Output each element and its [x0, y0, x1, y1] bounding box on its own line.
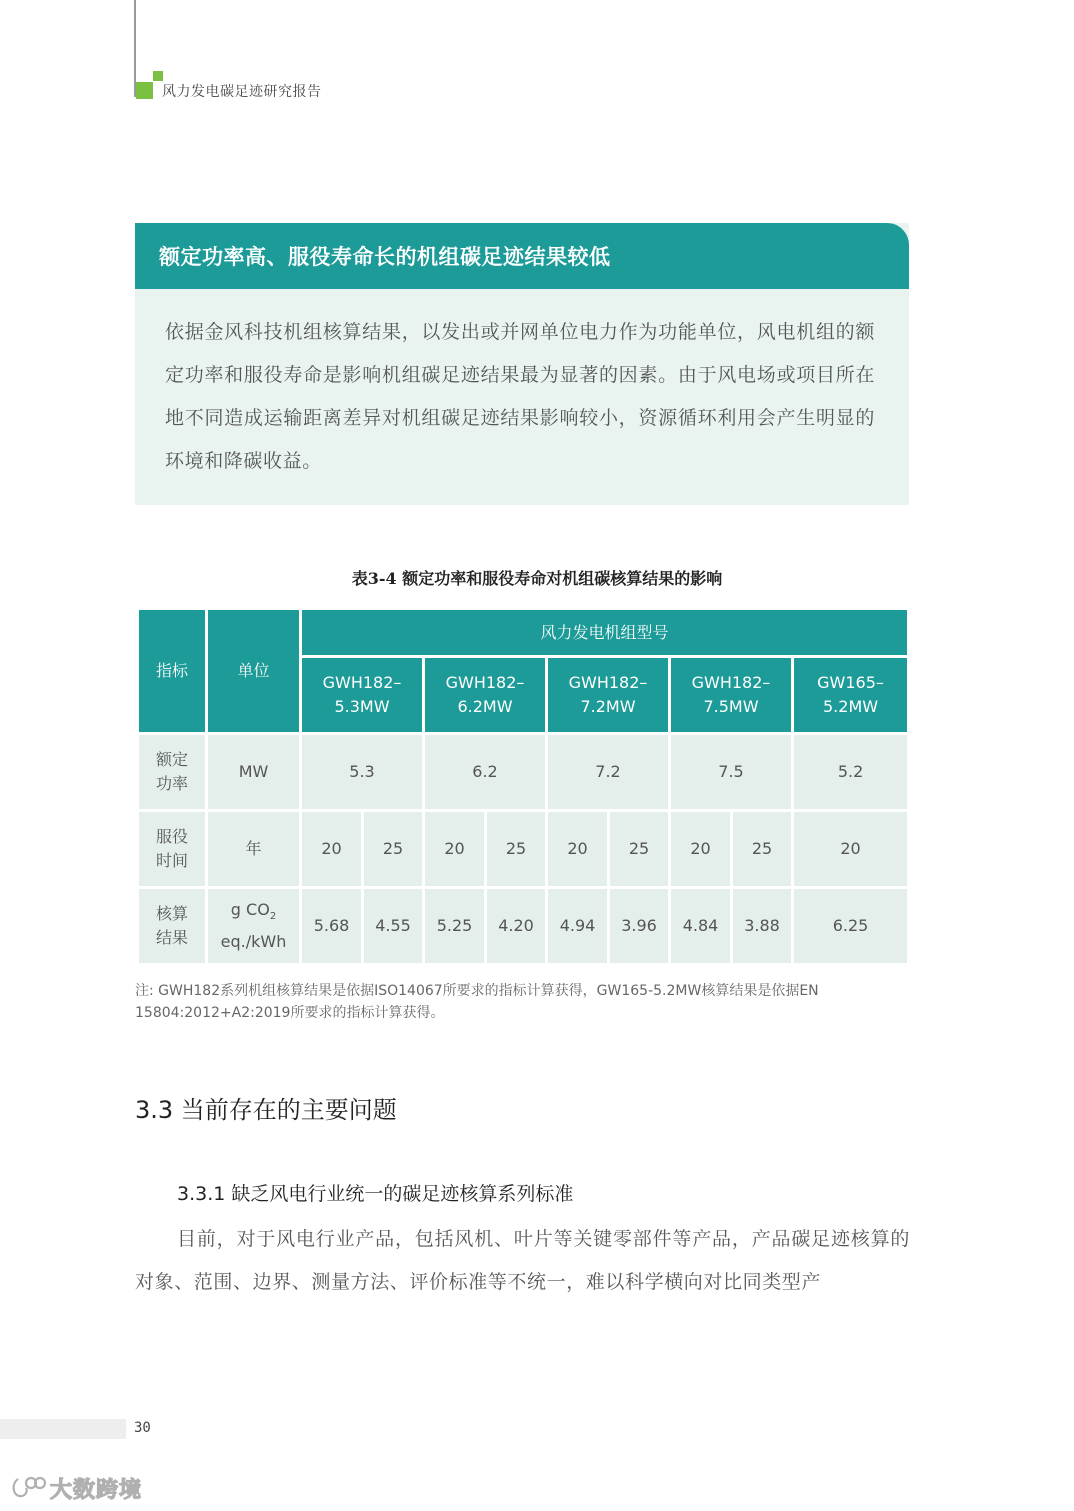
table-cell: 20: [793, 811, 909, 888]
header-square-small: [153, 71, 163, 81]
table-cell: 20: [424, 811, 486, 888]
table-cell: 3.96: [609, 888, 670, 965]
table-cell: 20: [547, 811, 609, 888]
table-cell: 3.88: [732, 888, 793, 965]
watermark-logo-icon: [10, 1474, 46, 1500]
row-unit: g $CO_2$ eq./kWh: [207, 888, 301, 965]
data-table: [136, 607, 910, 966]
table-cell: 25: [732, 811, 793, 888]
table-cell: 5.2: [793, 734, 909, 811]
table-cell: 4.55: [363, 888, 424, 965]
table-cell: 25: [486, 811, 547, 888]
table-cell: 5.25: [424, 888, 486, 965]
row-unit: 年: [207, 811, 301, 888]
subsection-title: 3.3.1 缺乏风电行业统一的碳足迹核算系列标准: [177, 1183, 574, 1205]
table-header-row: [138, 609, 909, 657]
table-cell: 25: [609, 811, 670, 888]
page-number: 30: [134, 1420, 151, 1436]
table-cell: 4.84: [670, 888, 732, 965]
watermark-text: 大数跨境: [50, 1478, 143, 1503]
header-model: GWH182–7.2MW: [547, 657, 670, 734]
header-model: GW165–5.2MW: [793, 657, 909, 734]
table-cell: 25: [363, 811, 424, 888]
header-model: GWH182–6.2MW: [424, 657, 547, 734]
header-unit: 单位: [207, 609, 301, 734]
table-cell: 4.20: [486, 888, 547, 965]
table-cell: 6.2: [424, 734, 547, 811]
row-label: 服役时间: [138, 811, 207, 888]
section-title: 3.3 当前存在的主要问题: [135, 1096, 397, 1124]
table-row: [138, 734, 909, 811]
highlight-box-title: 额定功率高、服役寿命长的机组碳足迹结果较低: [135, 223, 909, 289]
header-model: GWH182–5.3MW: [301, 657, 424, 734]
table-cell: 20: [670, 811, 732, 888]
header-model-group: 风力发电机组型号: [301, 609, 909, 657]
header-indicator: 指标: [138, 609, 207, 734]
row-unit: MW: [207, 734, 301, 811]
table-cell: 5.3: [301, 734, 424, 811]
table-row: [138, 888, 909, 965]
highlight-box-body: 依据金风科技机组核算结果，以发出或并网单位电力作为功能单位，风电机组的额定功率和服役寿命是影响机组碳足迹结果最为显著的因素。由于风电场或项目所在地不同造成运输距离差异对机组碳足迹结果影响较小，资源循环利用会产生明显的环境和降碳收益。: [165, 321, 875, 472]
table-note: 注: GWH182系列机组核算结果是依据ISO14067所要求的指标计算获得，GW165-5.2MW核算结果是依据EN 15804:2012+A2:2019所要求的指标计算获得。: [135, 983, 819, 1021]
row-label: 额定功率: [138, 734, 207, 811]
header-square-large: [136, 82, 153, 99]
table-cell: 7.2: [547, 734, 670, 811]
page-number-bar: [0, 1419, 126, 1439]
header-model: GWH182–7.5MW: [670, 657, 793, 734]
highlight-box: [135, 223, 909, 505]
table-caption: 表3-4 额定功率和服役寿命对机组碳核算结果的影响: [351, 569, 723, 588]
running-title: 风力发电碳足迹研究报告: [162, 84, 322, 100]
row-label: 核算结果: [138, 888, 207, 965]
body-paragraph: 目前，对于风电行业产品，包括风机、叶片等关键零部件等产品，产品碳足迹核算的对象、范围、边界、测量方法、评价标准等不统一，难以科学横向对比同类型产: [135, 1228, 910, 1293]
table-cell: 5.68: [301, 888, 363, 965]
table-cell: 7.5: [670, 734, 793, 811]
table-row: [138, 811, 909, 888]
table-cell: 6.25: [793, 888, 909, 965]
table-cell: 20: [301, 811, 363, 888]
table-cell: 4.94: [547, 888, 609, 965]
